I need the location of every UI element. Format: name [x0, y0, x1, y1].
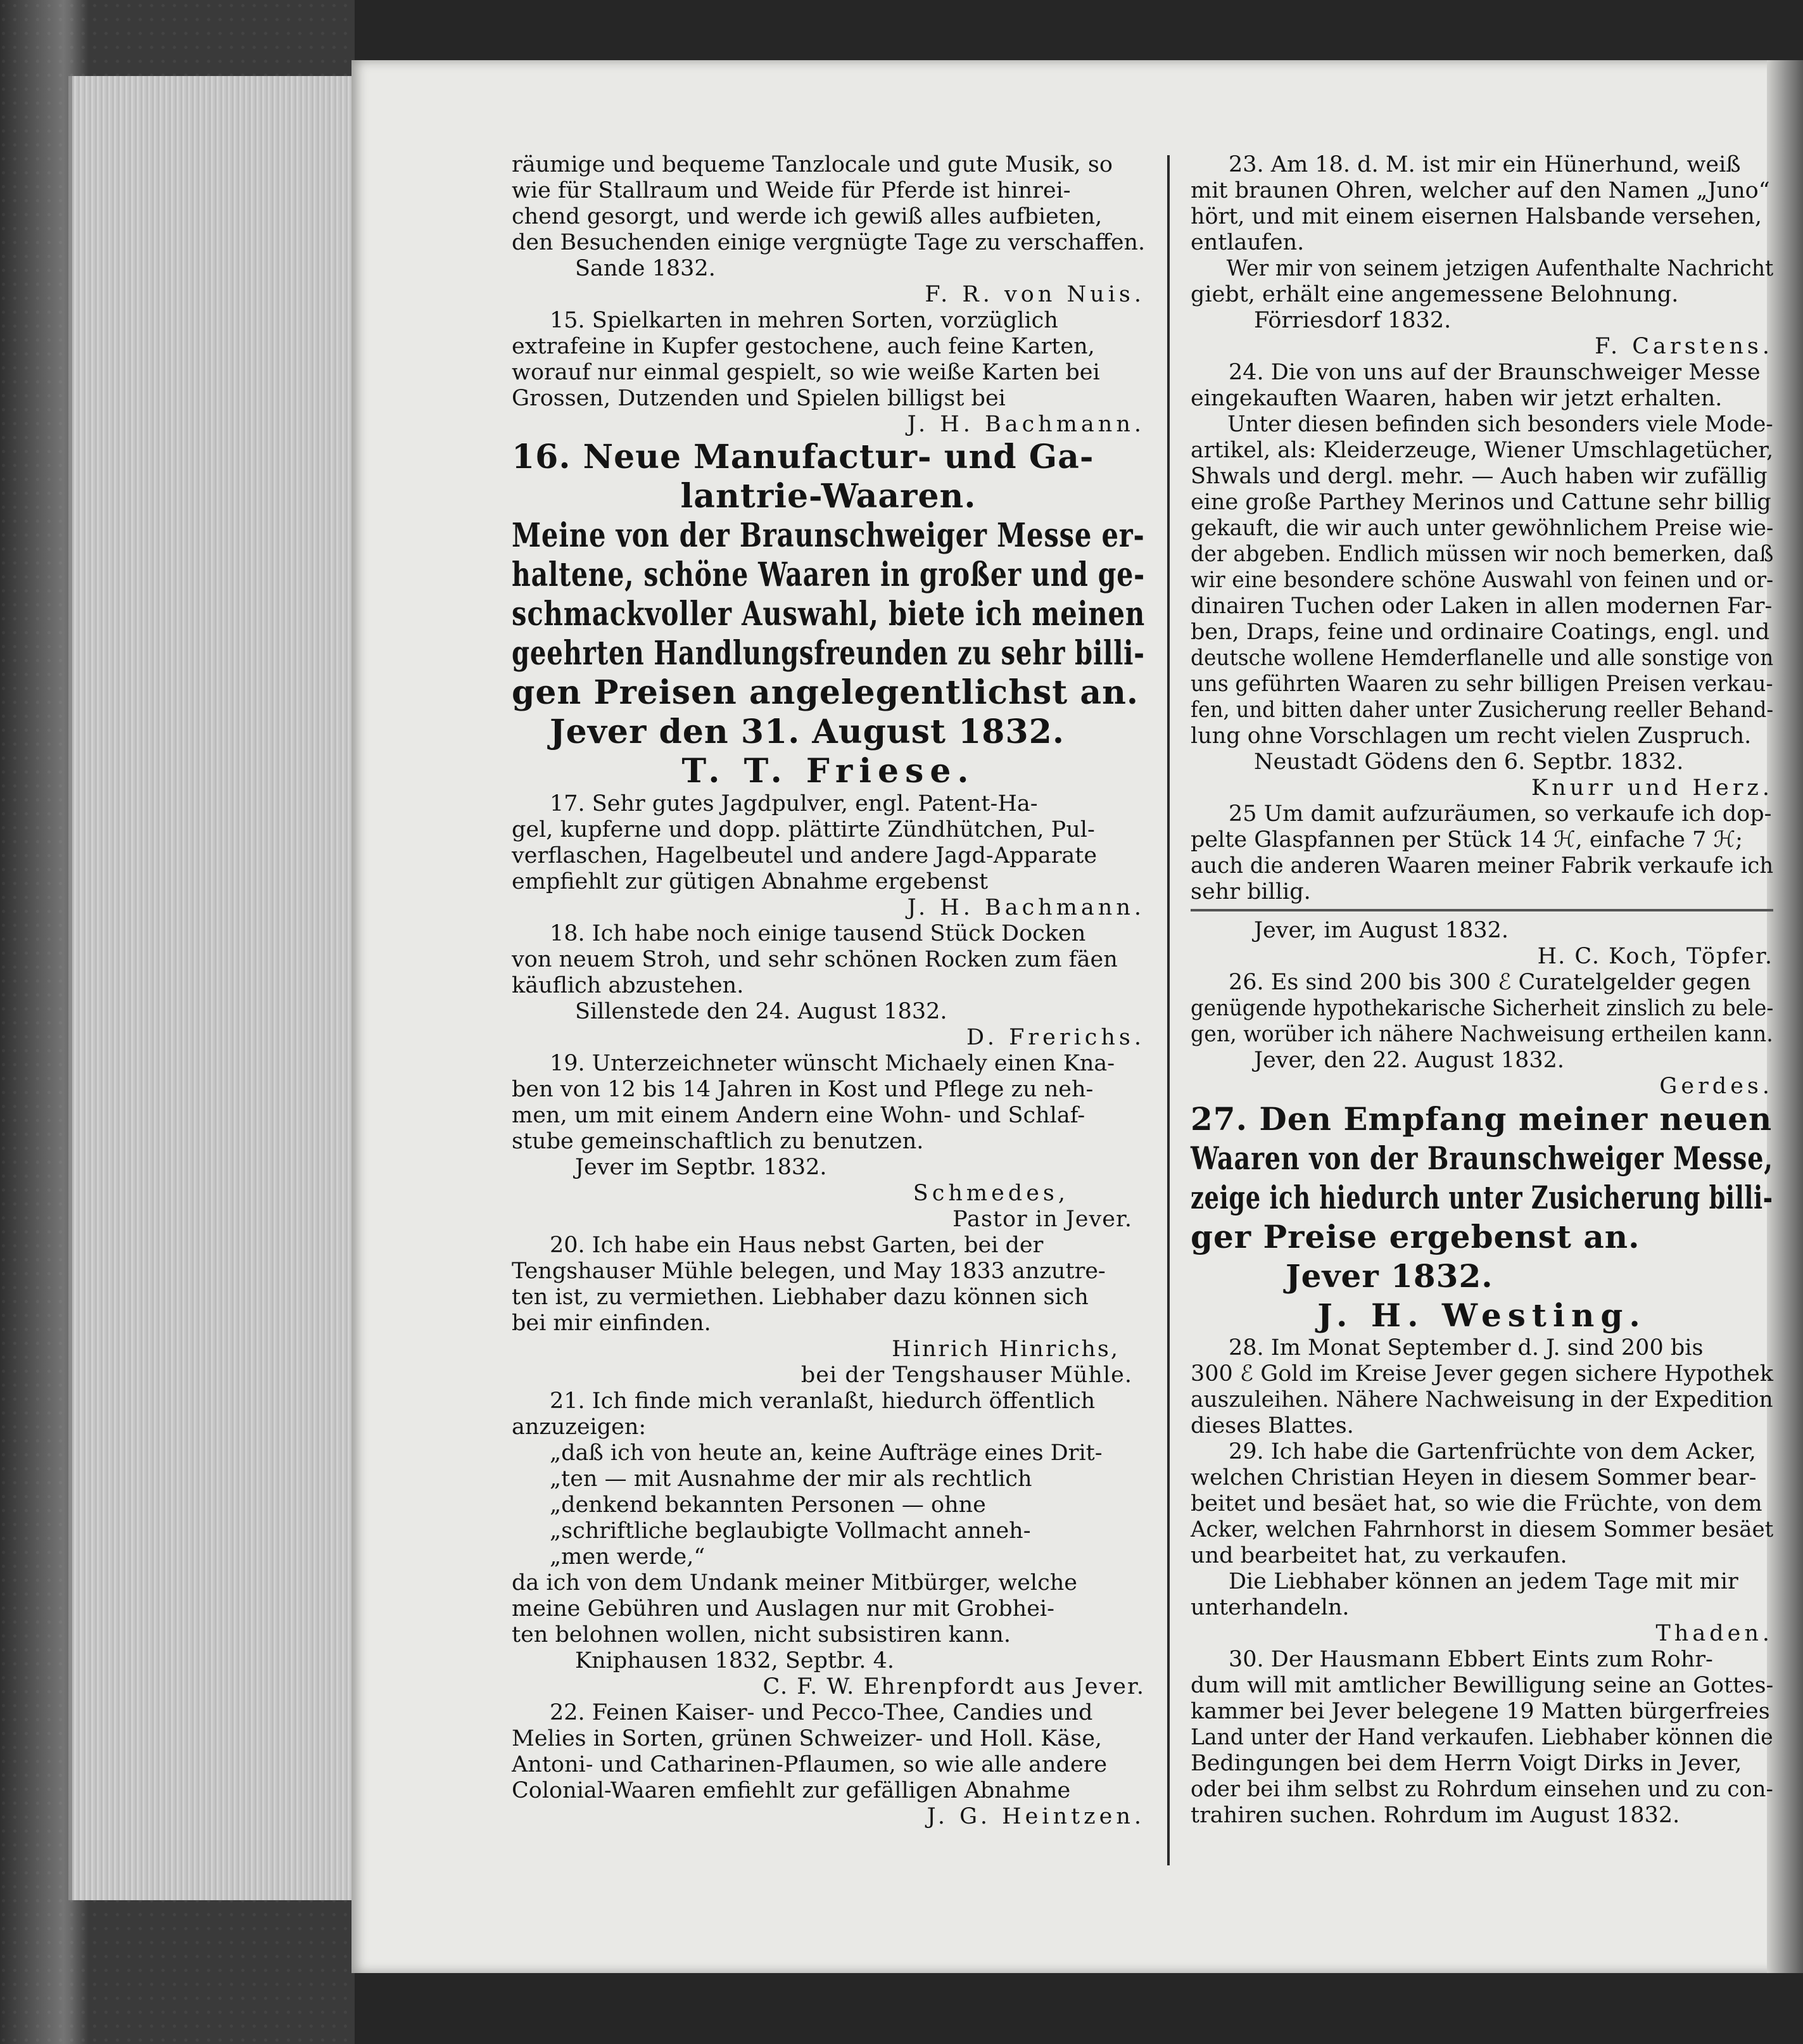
- text-line: wir eine besondere schöne Auswahl von feinen und or-: [1191, 568, 1774, 593]
- text-line: uns geführten Waaren zu sehr billigen Preisen verkau-: [1191, 671, 1773, 697]
- left-column: [512, 152, 1145, 1830]
- text-line: räumige und bequeme Tanzlocale und gute Musik, so: [512, 152, 1113, 177]
- right-column: [1191, 152, 1773, 1829]
- notice-signature-title: Pastor in Jever.: [952, 1207, 1132, 1232]
- text-line: Shwals und dergl. mehr. — Auch haben wir zufällig: [1191, 464, 1768, 489]
- text-line: trahiren suchen. Rohrdum im August 1832.: [1191, 1803, 1680, 1828]
- notice-25: [1191, 801, 1773, 970]
- notice-date: Jever 1832.: [1286, 1257, 1493, 1295]
- text-line: entlaufen.: [1191, 230, 1305, 255]
- text-line: artikel, als: Kleiderzeuge, Wiener Umschlagetücher,: [1191, 438, 1774, 463]
- text-line: genügende hypothekarische Sicherheit zinslich zu bele-: [1191, 996, 1774, 1021]
- text-line: Colonial-Waaren emfiehlt zur gefälligen Abnahme: [512, 1778, 1071, 1803]
- notice-signature: J. H. Bachmann.: [907, 412, 1145, 437]
- text-line: Bedingungen bei dem Herrn Voigt Dirks in Jever,: [1191, 1751, 1742, 1776]
- text-line: 20. Ich habe ein Haus nebst Garten, bei der: [550, 1233, 1044, 1258]
- text-line: Unter diesen befinden sich besonders viele Mode-: [1227, 412, 1773, 437]
- notice-16: [512, 438, 1145, 791]
- notice-20: [512, 1233, 1145, 1388]
- text-line: 28. Im Monat September d. J. sind 200 bis: [1229, 1335, 1704, 1361]
- text-line: „schriftliche beglaubigte Vollmacht anneh-: [550, 1518, 1031, 1544]
- text-line: der abgeben. Endlich müssen wir noch bemerken, daß: [1191, 542, 1774, 567]
- notice-19: [512, 1051, 1145, 1233]
- text-line: 27. Den Empfang meiner neuen: [1191, 1100, 1773, 1138]
- text-line: dum will mit amtlicher Bewilligung seine an Gottes-: [1191, 1673, 1774, 1698]
- text-line: empfiehlt zur gütigen Abnahme ergebenst: [512, 869, 989, 894]
- text-line: chend gesorgt, und werde ich gewiß alles aufbieten,: [512, 204, 1103, 229]
- text-line: gekauft, die wir auch unter gewöhnlichem Preise wie-: [1191, 516, 1774, 541]
- notice-signature: Gerdes.: [1659, 1074, 1773, 1099]
- text-line: ben von 12 bis 14 Jahren in Kost und Pflege zu neh-: [512, 1077, 1094, 1102]
- notice-15: [512, 308, 1145, 438]
- page-stack: [68, 76, 357, 1900]
- text-line: Land unter der Hand verkaufen. Liebhaber können die: [1191, 1725, 1773, 1750]
- text-line: gen, worüber ich nähere Nachweisung ertheilen kann.: [1191, 1022, 1773, 1047]
- notice-date: Sillenstede den 24. August 1832.: [575, 999, 947, 1024]
- notice-heading: 16. Neue Manufactur- und Ga-: [512, 438, 1094, 476]
- text-line: 19. Unterzeichneter wünscht Michaely einen Kna-: [550, 1051, 1115, 1076]
- text-line: Waaren von der Braunschweiger Messe,: [1191, 1139, 1773, 1177]
- text-line: ten belohnen wollen, nicht subsistiren kann.: [512, 1622, 1011, 1647]
- text-line: men, um mit einem Andern eine Wohn- und Schlaf-: [512, 1103, 1085, 1128]
- text-line: gel, kupferne und dopp. plättirte Zündhütchen, Pul-: [512, 817, 1095, 842]
- text-line: ger Preise ergebenst an.: [1191, 1218, 1640, 1255]
- text-line: käuflich abzustehen.: [512, 973, 744, 998]
- text-line: den Besuchenden einige vergnügte Tage zu verschaffen.: [512, 230, 1146, 255]
- text-line: meine Gebühren und Auslagen nur mit Grobhei-: [512, 1596, 1054, 1622]
- text-line: Meine von der Braunschweiger Messe er-: [512, 516, 1145, 555]
- text-line: lung ohne Vorschlagen um recht vielen Zuspruch.: [1191, 723, 1752, 749]
- text-line: 22. Feinen Kaiser- und Pecco-Thee, Candies und: [550, 1700, 1093, 1725]
- text-line: eingekauften Waaren, haben wir jetzt erhalten.: [1191, 386, 1723, 411]
- notice-date: Sande 1832.: [575, 256, 716, 281]
- notice-signature: C. F. W. Ehrenpfordt aus Jever.: [762, 1674, 1145, 1699]
- notice-heading: lantrie-Waaren.: [680, 477, 977, 516]
- notice-signature: Knurr und Herz.: [1531, 775, 1773, 801]
- notice-28: [1191, 1335, 1773, 1439]
- text-line: hört, und mit einem eisernen Halsbande versehen,: [1191, 204, 1762, 229]
- text-line: oder bei ihm selbst zu Rohrdum einsehen und zu con-: [1191, 1777, 1773, 1802]
- text-line: beitet und besäet hat, so wie die Früchte, von dem: [1191, 1491, 1762, 1516]
- notice-21: [512, 1388, 1145, 1700]
- text-line: giebt, erhält eine angemessene Belohnung.: [1191, 282, 1679, 307]
- text-line: fen, und bitten daher unter Zusicherung reeller Behand-: [1191, 697, 1774, 723]
- notice-signature: H. C. Koch, Töpfer.: [1537, 944, 1773, 969]
- text-line: stube gemeinschaftlich zu benutzen.: [512, 1129, 924, 1154]
- notice-signature: D. Frerichs.: [966, 1025, 1145, 1050]
- column-divider: [1167, 155, 1170, 1865]
- notice-date: Jever den 31. August 1832.: [550, 713, 1065, 751]
- text-line: deutsche wollene Hemderflanelle und alle sonstige von: [1191, 645, 1774, 671]
- text-line: Acker, welchen Fahrnhorst in diesem Sommer besäet: [1191, 1517, 1774, 1542]
- notice-date: Jever, den 22. August 1832.: [1254, 1048, 1565, 1073]
- notice-signature: Hinrich Hinrichs,: [892, 1336, 1120, 1362]
- text-line: zeige ich hiedurch unter Zusicherung billi-: [1191, 1179, 1773, 1216]
- text-line: sehr billig.: [1191, 879, 1311, 905]
- notice-signature: T. T. Friese.: [681, 752, 975, 790]
- text-line: Die Liebhaber können an jedem Tage mit mir: [1229, 1569, 1738, 1594]
- text-line: 26. Es sind 200 bis 300 ℰ Curatelgelder gegen: [1229, 970, 1751, 995]
- text-line: 15. Spielkarten in mehren Sorten, vorzüglich: [550, 308, 1058, 333]
- notice-22: [512, 1700, 1145, 1830]
- text-line: dieses Blattes.: [1191, 1413, 1354, 1438]
- text-line: 300 ℰ Gold im Kreise Jever gegen sichere Hypothek: [1191, 1361, 1773, 1387]
- notice-date: Neustadt Gödens den 6. Septbr. 1832.: [1254, 749, 1684, 775]
- text-line: und bearbeitet hat, zu verkaufen.: [1191, 1543, 1567, 1568]
- notice-signature: J. G. Heintzen.: [927, 1804, 1145, 1829]
- text-line: eine große Parthey Merinos und Cattune sehr billig: [1191, 490, 1771, 515]
- text-line: dinairen Tuchen oder Laken in allen modernen Far-: [1191, 594, 1773, 619]
- notice-29: [1191, 1439, 1773, 1647]
- notice-14-tail: [512, 152, 1145, 308]
- notice-30: [1191, 1647, 1773, 1829]
- text-line: unterhandeln.: [1191, 1595, 1350, 1620]
- text-line: Wer mir von seinem jetzigen Aufenthalte Nachricht: [1226, 256, 1774, 281]
- text-line: 17. Sehr gutes Jagdpulver, engl. Patent-Ha-: [550, 791, 1038, 816]
- notice-date: Jever im Septbr. 1832.: [575, 1155, 827, 1180]
- notice-18: [512, 921, 1145, 1051]
- text-line: schmackvoller Auswahl, biete ich meinen: [512, 595, 1146, 633]
- text-line: anzuzeigen:: [512, 1414, 647, 1440]
- text-line: 30. Der Hausmann Ebbert Eints zum Rohr-: [1229, 1647, 1713, 1672]
- notice-24: [1191, 360, 1773, 801]
- text-line: „denkend bekannten Personen — ohne: [550, 1492, 986, 1518]
- text-line: von neuem Stroh, und sehr schönen Rocken zum fäen: [512, 947, 1118, 972]
- text-line: welchen Christian Heyen in diesem Sommer bear-: [1191, 1465, 1757, 1490]
- text-line: geehrten Handlungsfreunden zu sehr billi-: [512, 634, 1145, 673]
- text-line: ben, Draps, feine und ordinaire Coatings, engl. und: [1191, 619, 1770, 645]
- text-line: 24. Die von uns auf der Braunschweiger Messe: [1229, 360, 1761, 385]
- notice-27: [1191, 1100, 1773, 1335]
- notice-signature: F. Carstens.: [1595, 334, 1773, 359]
- text-line: „ten — mit Ausnahme der mir als rechtlich: [550, 1466, 1032, 1492]
- notice-signature: F. R. von Nuis.: [925, 282, 1145, 307]
- text-line: da ich von dem Undank meiner Mitbürger, welche: [512, 1570, 1077, 1596]
- notice-signature: J. H. Bachmann.: [907, 895, 1145, 920]
- notice-17: [512, 791, 1145, 921]
- text-line: 18. Ich habe noch einige tausend Stück Docken: [550, 921, 1086, 946]
- text-line: ten ist, zu vermiethen. Liebhaber dazu können sich: [512, 1285, 1089, 1310]
- text-line: „daß ich von heute an, keine Aufträge eines Drit-: [550, 1440, 1103, 1466]
- notice-signature: Thaden.: [1655, 1621, 1773, 1646]
- notice-26: [1191, 970, 1773, 1100]
- text-line: extrafeine in Kupfer gestochene, auch feine Karten,: [512, 334, 1095, 359]
- text-line: gen Preisen angelegentlichst an.: [512, 673, 1139, 712]
- text-line: 23. Am 18. d. M. ist mir ein Hünerhund, weiß: [1229, 152, 1741, 177]
- text-line: auch die anderen Waaren meiner Fabrik verkaufe ich: [1191, 853, 1774, 879]
- text-line: bei mir einfinden.: [512, 1311, 711, 1336]
- text-line: worauf nur einmal gespielt, so wie weiße Karten bei: [512, 360, 1100, 385]
- text-line: mit braunen Ohren, welcher auf den Namen „Juno“: [1191, 178, 1770, 203]
- text-line: Antoni- und Catharinen-Pflaumen, so wie alle andere: [512, 1752, 1108, 1777]
- notice-date: Jever, im August 1832.: [1254, 918, 1509, 943]
- text-line: wie für Stallraum und Weide für Pferde ist hinrei-: [512, 178, 1071, 203]
- separator-rule: [1191, 909, 1773, 911]
- notice-signature-title: bei der Tengshauser Mühle.: [800, 1362, 1132, 1388]
- text-line: Grossen, Dutzenden und Spielen billigst bei: [512, 386, 1006, 411]
- text-line: auszuleihen. Nähere Nachweisung in der Expedition: [1191, 1387, 1773, 1412]
- text-line: „men werde,“: [550, 1544, 705, 1570]
- notice-signature: Schmedes,: [913, 1181, 1069, 1206]
- notice-date: Förriesdorf 1832.: [1254, 308, 1452, 333]
- text-line: 25 Um damit aufzuräumen, so verkaufe ich dop-: [1229, 801, 1772, 827]
- notice-signature: J. H. Westing.: [1317, 1297, 1647, 1334]
- notice-date: Kniphausen 1832, Septbr. 4.: [575, 1648, 894, 1673]
- text-line: Melies in Sorten, grünen Schweizer- und Holl. Käse,: [512, 1726, 1103, 1751]
- text-line: pelte Glaspfannen per Stück 14 ℋ, einfache 7 ℋ;: [1191, 827, 1743, 853]
- text-line: 21. Ich finde mich veranlaßt, hiedurch öffentlich: [550, 1388, 1096, 1414]
- text-line: Tengshauser Mühle belegen, und May 1833 anzutre-: [512, 1259, 1106, 1284]
- text-line: haltene, schöne Waaren in großer und ge-: [512, 555, 1145, 594]
- text-line: verflaschen, Hagelbeutel und andere Jagd-Apparate: [512, 843, 1098, 868]
- notice-23: [1191, 152, 1773, 360]
- text-line: 29. Ich habe die Gartenfrüchte von dem Acker,: [1229, 1439, 1756, 1464]
- text-line: kammer bei Jever belegene 19 Matten bürgerfreies: [1191, 1699, 1770, 1724]
